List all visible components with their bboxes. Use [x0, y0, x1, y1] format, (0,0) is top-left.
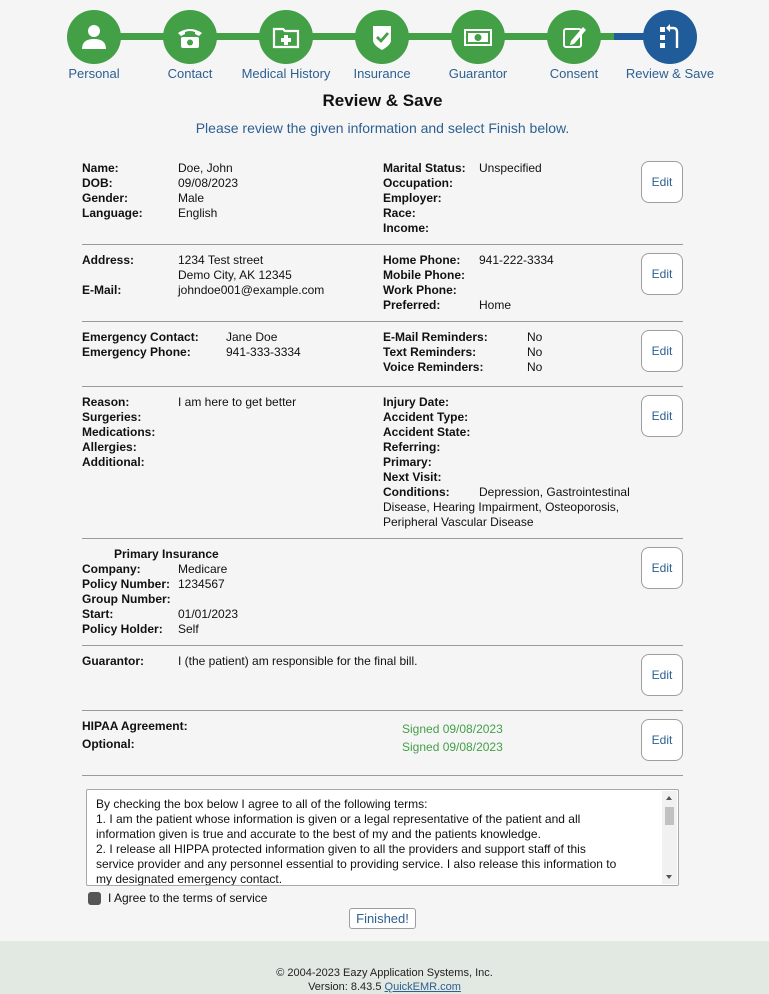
accident-type-label: Accident Type: — [383, 410, 469, 424]
marital-value: Unspecified — [479, 161, 542, 175]
divider — [82, 645, 683, 646]
terms-textarea[interactable] — [86, 789, 679, 886]
terms-line: service provider and any personnel essential to providing service. I also release this information to — [96, 857, 617, 871]
allergies-label: Allergies: — [82, 440, 137, 454]
voice-reminders-label: Voice Reminders: — [383, 360, 484, 374]
optional-status: Signed 09/08/2023 — [402, 740, 503, 754]
terms-line: 2. I release all HIPPA protected information given to all the providers and support staff of this — [96, 842, 586, 856]
home-phone-value: 941-222-3334 — [479, 253, 554, 267]
divider — [82, 538, 683, 539]
address-line-1: 1234 Test street — [178, 253, 264, 267]
reason-label: Reason: — [82, 395, 130, 409]
personal-section — [82, 161, 683, 241]
voice-reminders-value: No — [527, 360, 543, 374]
step-personal[interactable] — [44, 10, 144, 81]
group-number-label: Group Number: — [82, 592, 171, 606]
step-label: Medical History — [241, 66, 331, 81]
marital-label: Marital Status: — [383, 161, 466, 175]
policy-holder-label: Policy Holder: — [82, 622, 163, 636]
insurance-heading: Primary Insurance — [114, 547, 219, 561]
employer-label: Employer: — [383, 191, 442, 205]
referring-label: Referring: — [383, 440, 441, 454]
next-visit-label: Next Visit: — [383, 470, 442, 484]
step-contact[interactable] — [140, 10, 240, 81]
step-label: Consent — [549, 66, 599, 81]
additional-label: Additional: — [82, 455, 145, 469]
name-label: Name: — [82, 161, 119, 175]
surgeries-label: Surgeries: — [82, 410, 142, 424]
text-reminders-label: Text Reminders: — [383, 345, 477, 359]
pen-paper-icon — [547, 10, 601, 64]
reason-value: I am here to get better — [178, 395, 297, 409]
step-label: Review & Save — [625, 66, 715, 81]
company-value: Medicare — [178, 562, 228, 576]
edit-insurance-button[interactable]: Edit — [641, 547, 683, 589]
step-guarantor[interactable] — [428, 10, 528, 81]
language-label: Language: — [82, 206, 143, 220]
start-label: Start: — [82, 607, 114, 621]
preferred-value: Home — [479, 298, 512, 312]
page-subtitle: Please review the given information and select Finish below. — [195, 120, 570, 136]
divider — [82, 710, 683, 711]
edit-medical-button[interactable]: Edit — [641, 395, 683, 437]
edit-hipaa-button[interactable]: Edit — [641, 719, 683, 761]
agree-checkbox[interactable] — [88, 892, 101, 905]
work-phone-label: Work Phone: — [383, 283, 457, 297]
emergency-section — [82, 330, 683, 380]
copyright: © 2004-2023 Eazy Application Systems, Inc. — [276, 967, 493, 979]
emergency-contact-label: Emergency Contact: — [82, 330, 199, 344]
edit-personal-button[interactable]: Edit — [641, 161, 683, 203]
home-phone-label: Home Phone: — [383, 253, 461, 267]
occupation-label: Occupation: — [383, 176, 454, 190]
medical-section — [82, 395, 683, 535]
divider — [82, 775, 683, 776]
emergency-contact-value: Jane Doe — [226, 330, 278, 344]
terms-scrollbar[interactable] — [662, 791, 677, 884]
terms-line: 1. I am the patient whose information is given or a legal representative of the patient and all — [96, 812, 581, 826]
version-line — [0, 981, 769, 993]
address-label: Address: — [82, 253, 135, 267]
injury-date-label: Injury Date: — [383, 395, 450, 409]
step-consent[interactable] — [524, 10, 624, 81]
accident-state-label: Accident State: — [383, 425, 471, 439]
gender-value: Male — [178, 191, 205, 205]
primary-label: Primary: — [383, 455, 432, 469]
email-reminders-label: E-Mail Reminders: — [383, 330, 488, 344]
step-insurance[interactable] — [332, 10, 432, 81]
step-medical-history[interactable] — [236, 10, 336, 81]
medications-label: Medications: — [82, 425, 156, 439]
conditions-label: Conditions: — [383, 485, 450, 499]
shield-check-icon — [355, 10, 409, 64]
progress-stepper — [0, 0, 769, 88]
agree-label: I Agree to the terms of service — [108, 891, 268, 905]
preferred-label: Preferred: — [383, 298, 441, 312]
conditions-value: Peripheral Vascular Disease — [383, 515, 534, 529]
terms-line: information given is true and accurate to the best of my and the patients knowledge. — [96, 827, 541, 841]
text-reminders-value: No — [527, 345, 543, 359]
scroll-down-icon[interactable] — [666, 875, 672, 879]
email-label: E-Mail: — [82, 283, 122, 297]
review-icon — [643, 10, 697, 64]
company-label: Company: — [82, 562, 141, 576]
phone-icon — [163, 10, 217, 64]
mobile-phone-label: Mobile Phone: — [383, 268, 465, 282]
step-label: Personal — [68, 66, 120, 81]
address-line-2: Demo City, AK 12345 — [178, 268, 292, 282]
quickemr-link[interactable]: QuickEMR.com — [384, 981, 461, 993]
footer — [0, 941, 769, 994]
step-label: Insurance — [353, 66, 411, 81]
hipaa-agreement-label: HIPAA Agreement: — [82, 719, 188, 733]
gender-label: Gender: — [82, 191, 129, 205]
scrollbar-thumb[interactable] — [665, 807, 674, 825]
page-title: Review & Save — [322, 91, 443, 110]
policy-number-label: Policy Number: — [82, 577, 171, 591]
hipaa-section — [82, 719, 683, 771]
medical-folder-icon — [259, 10, 313, 64]
insurance-section — [82, 547, 683, 639]
policy-number-value: 1234567 — [178, 577, 225, 591]
emergency-phone-label: Emergency Phone: — [82, 345, 191, 359]
guarantor-value: I (the patient) am responsible for the final bill. — [178, 654, 418, 668]
edit-contact-button[interactable]: Edit — [641, 253, 683, 295]
money-icon — [451, 10, 505, 64]
name-value: Doe, John — [178, 161, 233, 175]
optional-label: Optional: — [82, 737, 135, 751]
dob-value: 09/08/2023 — [178, 176, 239, 190]
step-review-save[interactable] — [620, 10, 720, 81]
emergency-phone-value: 941-333-3334 — [226, 345, 301, 359]
step-label: Guarantor — [448, 66, 508, 81]
finished-button[interactable]: Finished! — [349, 908, 416, 929]
dob-label: DOB: — [82, 176, 113, 190]
start-value: 01/01/2023 — [178, 607, 239, 621]
hipaa-agreement-status: Signed 09/08/2023 — [402, 722, 503, 736]
person-icon — [67, 10, 121, 64]
email-reminders-value: No — [527, 330, 543, 344]
email-value: johndoe001@example.com — [178, 283, 325, 297]
conditions-value: Disease, Hearing Impairment, Osteoporosis, — [383, 500, 620, 514]
race-label: Race: — [383, 206, 416, 220]
conditions-value: Depression, Gastrointestinal — [479, 485, 630, 499]
version-text: Version: 8.43.5 — [308, 981, 382, 993]
terms-line: By checking the box below I agree to all of the following terms: — [96, 797, 428, 811]
scroll-up-icon[interactable] — [666, 796, 672, 800]
terms-line: my designated emergency contact. — [96, 872, 283, 886]
contact-section — [82, 253, 683, 315]
divider — [82, 386, 683, 387]
agree-terms-row[interactable] — [88, 891, 267, 905]
divider — [82, 244, 683, 245]
guarantor-section — [82, 654, 683, 706]
step-label: Contact — [167, 66, 213, 81]
policy-holder-value: Self — [178, 622, 199, 636]
income-label: Income: — [383, 221, 430, 235]
divider — [82, 321, 683, 322]
edit-guarantor-button[interactable]: Edit — [641, 654, 683, 696]
language-value: English — [178, 206, 218, 220]
edit-emergency-button[interactable]: Edit — [641, 330, 683, 372]
guarantor-label: Guarantor: — [82, 654, 145, 668]
